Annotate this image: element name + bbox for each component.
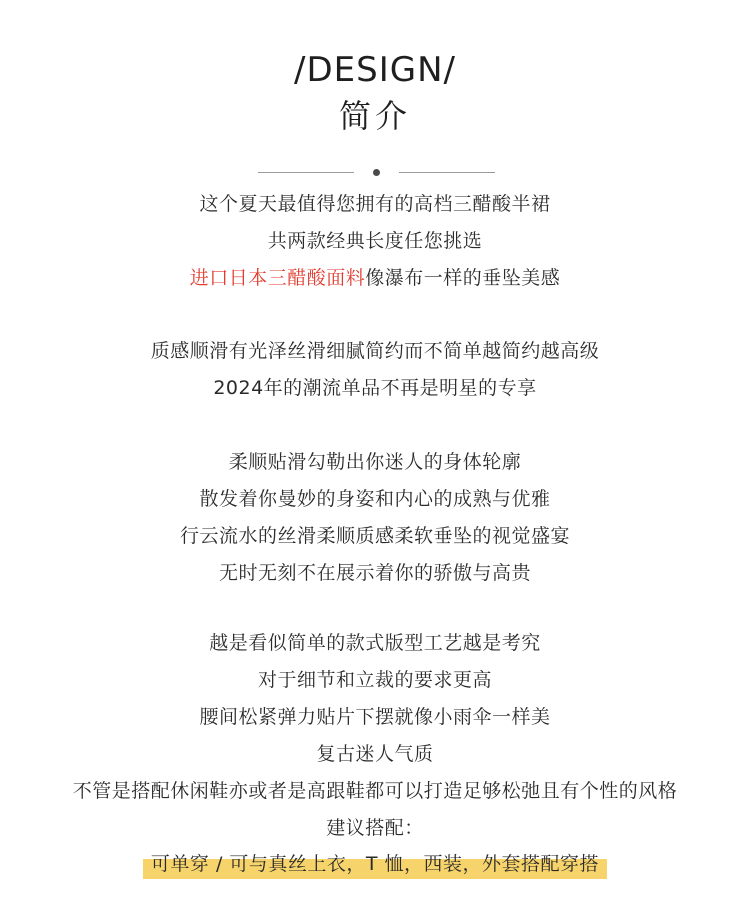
text-line: 柔顺贴滑勾勒出你迷人的身体轮廓 <box>228 451 522 473</box>
text-line: 无时无刻不在展示着你的骄傲与高贵 <box>218 562 531 584</box>
paragraph-1 <box>0 186 750 297</box>
highlighted-text <box>143 846 607 883</box>
text-line: 质感顺滑有光泽丝滑细腻简约而不简单越简约越高级 <box>150 340 600 362</box>
red-emphasis-text: 进口日本三醋酸面料 <box>189 267 366 289</box>
section-divider <box>258 172 495 173</box>
highlight-line: 可单穿 / 可与真丝上衣，T 恤，西装，外套搭配穿搭 <box>150 853 600 875</box>
divider-line-left <box>258 172 354 173</box>
divider-dot <box>373 169 380 176</box>
text-line: 对于细节和立裁的要求更高 <box>257 669 492 691</box>
paragraph-4 <box>0 625 750 847</box>
paragraph-3 <box>0 444 750 592</box>
text-line: 越是看似简单的款式版型工艺越是考究 <box>209 632 541 654</box>
text-line-rest: 像瀑布一样的垂坠美感 <box>365 267 561 289</box>
text-line: 行云流水的丝滑柔顺质感柔软垂坠的视觉盛宴 <box>179 525 570 547</box>
text-line-with-highlight <box>0 260 750 297</box>
text-line: 这个夏天最值得您拥有的高档三醋酸半裙 <box>199 193 551 215</box>
text-line: 建议搭配： <box>326 817 424 839</box>
text-line: 腰间松紧弹力贴片下摆就像小雨伞一样美 <box>199 706 551 728</box>
text-line: 散发着你曼妙的身姿和内心的成熟与优雅 <box>199 488 551 510</box>
text-line: 2024年的潮流单品不再是明星的专享 <box>213 377 537 399</box>
page-subtitle: 简介 <box>338 97 411 135</box>
page-title: /DESIGN/ <box>294 50 456 90</box>
text-line: 复古迷人气质 <box>316 743 434 765</box>
divider-line-right <box>399 172 495 173</box>
styling-suggestion <box>0 846 750 883</box>
text-line: 共两款经典长度任您挑选 <box>267 230 483 252</box>
paragraph-2 <box>0 333 750 407</box>
text-line: 不管是搭配休闲鞋亦或者是高跟鞋都可以打造足够松弛且有个性的风格 <box>72 780 678 802</box>
